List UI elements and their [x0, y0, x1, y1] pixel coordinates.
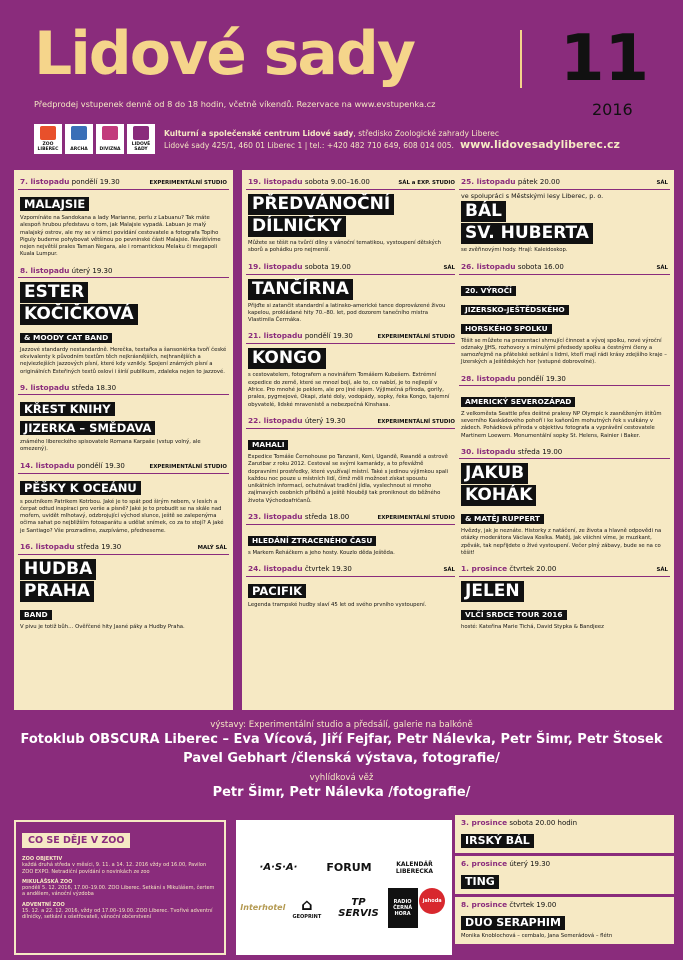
event-irsky-bal: 3. prosince sobota 20.00 hodin IRSKÝ BÁL: [455, 815, 674, 853]
event-title: 20. VÝROČÍ: [461, 286, 516, 296]
event-jelen: 1. prosince čtvrtek 20.00 SÁL JELEN VLČÍ SRDCE TOUR 2016 hosté: Kateřina Marie Tichá, David Stypka & Bandjeez: [459, 563, 670, 637]
event-desc: Z velkoměsta Seattle přes deštné pralesy NP Olympic k zasněženým štítům severního Kaskádového pohoří i ke kaňonům mohutných řek s vulkány v zádech. Pohádková příroda v objektivu fotografa a vyprávění cestovatele Martinem Loewem. Monumentální sopky St. Helens, Rainier i Baker.: [461, 410, 662, 439]
forum-logo-icon: FORUM: [326, 861, 372, 874]
column-2: [242, 170, 461, 710]
event-kongo: 21. listopadu pondělí 19.30 EXPERIMENTÁLNÍ STUDIO KONGO s cestovatelem, fotografem a novinářem Tomášem Kubešem. Extrémní expedice do země, které se mnozí bojí, ale to, co nabízí, je to nejlepší v Africe. Pro mnohé je peklem, ale pro jiné rájem. Výjimečná příroda, gorily, prales, pygmejové, Okapi, zlaté doly, vodopády, sopky, řeka Kongo, tajemní obyvatelé, lidské mravenistě a nebezpečná Kinshasa.: [246, 330, 457, 414]
event-hledani: 23. listopadu středa 18.00 EXPERIMENTÁLNÍ STUDIO HLEDÁNÍ ZTRACENÉHO ČASU s Markem Řeháčkem a jeho hosty. Kouzlo děda Ještěda.: [246, 511, 457, 563]
event-desc: Expedice Tomáše Černohouse po Tanzanii, Keni, Ugandě, Rwandě a ostrově Zanzibar z roku 2012. Cestoval se svými kamarády, a to převážně dopravními prostředky, které využívají místní. Také s jedinou výjimkou spali každou noc pouze u místních lidí, čímž měli možnost získat spoustu unikátních informací, ochutnávat tradiční jídla, vyslechnout si mnoho zajímavých osobních příběhů a ještě hlouběji tak proniknout do běžného života Východoafričanů.: [248, 453, 449, 504]
event-title: MAHALI: [248, 440, 288, 450]
event-title: TANČÍRNA: [248, 279, 353, 300]
event-mahali: 22. listopadu úterý 19.30 EXPERIMENTÁLNÍ STUDIO MAHALI Expedice Tomáše Černohouse po Tanzanii, Keni, Ugandě, Rwandě a ostrově Zanzibar z roku 2012. Cestoval se svými kamarády, a to převážně dopravními prostředky, které využívají místní. Také s jedinou výjimkou spali každou noc pouze u místních lidí, čímž měli možnost získat spoustu unikátních informací, ochutnávat tradiční jídla, vyslechnout si mnoho zajímavých osobních příběhů a ještě hlouběji tak proniknout do běžného života Východoafričanů.: [246, 415, 457, 511]
zoo-heading: CO SE DĚJE V ZOO: [22, 833, 130, 848]
exhibition-line: Petr Šimr, Petr Nálevka /fotografie/: [212, 785, 471, 800]
event-desc: V pivu je totiž bůh… Ověřčené hity Jasné páky a Hudby Praha.: [20, 624, 185, 631]
event-subtitle: VLČÍ SRDCE TOUR 2016: [461, 610, 567, 620]
event-subtitle: BAND: [20, 610, 52, 620]
zoo-item: ADVENTNÍ ZOO 15. 12. a 22. 12. 2016, vždy od 17.00–19.00. ZOO Liberec. Tvořivé adventní dílničky, setkání s ošetřovateli, vánoční občerstvení: [22, 901, 213, 921]
event-subline: ve spolupráci s Městskými lesy Liberec, p. o.: [461, 192, 604, 200]
event-predvanocni: 19. listopadu sobota 9.00–16.00 SÁL a EXP. STUDIO PŘEDVÁNOČNÍ DÍLNIČKY Můžete se těšit na tvůrčí dílny s vánoční tematikou, vystoupení dětských sborů a pohádku pro nejmenší.: [246, 176, 457, 261]
jahoda-logo-icon: jahoda: [419, 888, 445, 914]
event-kohak: 30. listopadu středa 19.00 JAKUB KOHÁK & MATĚJ RUPPERT Hvězdy, jak je neznáte. Historky z natáčení, ze života a hlavně odpovědi na otázky moderátora Václava Kosíka. Matěj, jak všichni víme, je muzikant, zpěvák, tak nepřijdete o živé vystoupení. Večer plný zábavy, bude se na co těšit!: [459, 446, 670, 563]
event-title: PRAHA: [20, 581, 94, 602]
zoo-box: [14, 820, 226, 955]
event-desc: Jazzové standardy nestandardně. Herečka, textařka a šansoniérka tvoří české ekvivalenty k původním textům těch nejkrásnějších, nejhranějších a nejviezlejších jazzových písní, které kdy vznikly. Spojení známých písní a originálních Esteřiných textů osloví i širší publikum, zdaleka nejen to jazzové.: [20, 346, 227, 375]
event-title: JELEN: [461, 581, 524, 602]
event-title: TING: [461, 875, 499, 889]
event-ting: 6. prosince úterý 19.30 TING: [455, 856, 674, 894]
event-desc: s cestovatelem, fotografem a novinářem Tomášem Kubešem. Extrémní expedice do země, které se mnozí bojí, ale to, co nabízí, je to nejlepší v Africe. Pro mnohé je peklem, ale pro jiné rájem. Výjimečná příroda, gorily, prales, pygmejové, Okapi, zlaté doly, vodopády, sopky, řeka Kongo, tajemní obyvatelé, lidské mravenistě a nebezpečná Kinshasa.: [248, 372, 450, 408]
tp-servis-logo-icon: TP SERVIS: [338, 896, 379, 919]
event-vyroci: 26. listopadu sobota 16.00 SÁL 20. VÝROČÍ JIZERSKO-JEŠTĚDSKÉHO HORSKÉHO SPOLKU Těšit se můžete na prezentaci shrnující činnost a vývoj spolku, nové výroční odznaky JJHS, rozhovory s minulými předsedy spolku a čestnými členy a samozřejmě na přátelské setkání s lidmi, kteří mají rádi krásy zdejšího kraje – Jizerských a Ještědských hor (vstupné dobrovolné).: [459, 261, 670, 373]
event-title: JIZERKA – SMĚDAVA: [20, 421, 155, 435]
event-title: PACIFIK: [248, 584, 306, 598]
year: 2016: [592, 100, 633, 119]
event-desc: Můžete se těšit na tvůrčí dílny s vánoční tematikou, vystoupení dětských sborů a pohádku pro nejmenší.: [248, 240, 442, 254]
event-title: PŘEDVÁNOČNÍ: [248, 194, 394, 215]
presale-info: Předprodej vstupenek denně od 8 do 18 hodin, včetně víkendů. Rezervace na www.evstupenka.cz: [34, 99, 436, 109]
event-title: MALAJSIE: [20, 197, 89, 211]
radio-logo-icon: RADIO ČERNÁ HORA: [388, 888, 418, 928]
event-desc: Vzpomínáte na Sandokana a lady Marianne, perlu z Labuanu? Tak máte alespoň hrubou představu o tom, jak Malajsie vypadá. Labuan je malý malajský ostrov, ale my se v rámci povídání cestovatele a fotografa Topiho Piguly budeme pohybovat většinou po pevninské části Malajsie. Navštívíme nejen největší prales Taman Negara, ale i romantickou Melaku či megapoli Kuala Lumpur.: [20, 215, 221, 258]
event-desc: hosté: Kateřina Marie Tichá, David Stypka & Bandjeez: [461, 624, 604, 631]
event-subtitle: & MATĚJ RUPPERT: [461, 514, 544, 524]
event-desc: Legenda trampské hudby slaví 45 let od svého prvního vystoupení.: [248, 602, 427, 609]
event-desc: Hvězdy, jak je neznáte. Historky z natáčení, ze života a hlavně odpovědi na otázky moderátora Václava Kosíka. Matěj, jak všichni víme, je muzikant, zpěvák, tak nepřijdete o živé vystoupení. Večer plný zábavy, bude se na co těšit!: [461, 527, 662, 556]
event-title: DUO SERAPHIM: [461, 916, 565, 930]
header: [0, 0, 683, 167]
event-title: SV. HUBERTA: [461, 223, 593, 244]
event-severozapad: 28. listopadu pondělí 19.30 AMERICKÝ SEVEROZÁPAD Z velkoměsta Seattle přes deštné pralesy NP Olympic k zasněženým štítům severního Kaskádového pohoří i ke kaňonům mohutných řek s vulkány v zádech. Pohádková příroda v objektivu fotografa a vyprávění cestovatele Martinem Loewem. Monumentální sopky St. Helens, Rainier i Baker.: [459, 373, 670, 446]
hotel-logo-icon: Interhotel: [240, 903, 286, 912]
december-events: [455, 815, 674, 955]
tower-label: vyhlídková věž: [309, 773, 374, 783]
event-hudba-praha: 16. listopadu středa 19.30 MALÝ SÁL HUDBA PRAHA BAND V pivu je totiž bůh… Ověřčené hity Jasné páky a Hudby Praha.: [18, 541, 229, 637]
event-desc: s Markem Řeháčkem a jeho hosty. Kouzlo děda Ještěda.: [248, 550, 395, 557]
event-pacifik: 24. listopadu čtvrtek 19.30 SÁL PACIFIK Legenda trampské hudby slaví 45 let od svého prvního vystoupení.: [246, 563, 457, 615]
event-title: HUDBA: [20, 559, 96, 580]
exhibitions: [0, 715, 683, 815]
event-bal-huberta: 25. listopadu pátek 20.00 SÁL ve spolupráci s Městskými lesy Liberec, p. o. BÁL SV. HUBERTA se zvěřinovými hody. Hrají: Kaleidoskop.: [459, 176, 670, 261]
zoo-item: ZOO OBJEKTIV každá druhá středa v měsíci, 9. 11. a 14. 12. 2016 vždy od 16.00, Pavilon ZOO EXPO. Netradiční povídání o novinkách ze zoo: [22, 856, 207, 875]
event-title: ESTER: [20, 282, 88, 303]
event-title: KOČIČKOVÁ: [20, 304, 138, 325]
event-title: HLEDÁNÍ ZTRACENÉHO ČASU: [248, 536, 376, 546]
column-3: [455, 170, 674, 710]
event-tancirna: 19. listopadu sobota 19.00 SÁL TANČÍRNA Přijďte si zatančit standardní a latinsko-americké tance doprovázené živou kapelou, prokládané hity 70.–80. let, pod dozorem tanečního mistra Vlastimila Čermáka.: [246, 261, 457, 331]
event-title: KONGO: [248, 348, 326, 369]
event-title: BÁL: [461, 201, 506, 222]
event-desc: Monika Knoblochová – cembalo, Jana Semerádová – flétn: [461, 933, 613, 939]
column-1: [14, 170, 233, 710]
kalendar-logo-icon: KALENDÁŘ LIBERECKA: [395, 860, 434, 875]
event-title: JAKUB: [461, 463, 528, 484]
event-malajsie: 7. listopadu pondělí 19.30 EXPERIMENTÁLNÍ STUDIO MALAJSIE Vzpomínáte na Sandokana a lady Marianne, perlu z Labuanu? Tak máte alespoň hrubou představu o tom, jak Malajsie vypadá. Labuan je malý malajský ostrov, ale my se v rámci povídání cestovatele a fotografa Topiho Piguly budeme pohybovat většinou po pevninské části Malajsie. Navštívíme nejen největší prales Taman Negara, ale i romantickou Melaku či megapoli Kuala Lumpur.: [18, 176, 229, 265]
divizna-logo-icon: DIVIZNA: [96, 124, 124, 154]
event-title: JIZERSKO-JEŠTĚDSKÉHO: [461, 305, 569, 315]
event-title: AMERICKÝ SEVEROZÁPAD: [461, 397, 575, 407]
divider: [520, 30, 522, 88]
sponsors: [236, 820, 452, 955]
event-subtitle: & MOODY CAT BAND: [20, 333, 112, 343]
event-desc: známého libereckého spisovatele Romana Karpaše (vstup volný, ale omezený).: [20, 438, 201, 453]
month-number: 11: [560, 22, 650, 96]
event-title: DÍLNIČKY: [248, 216, 346, 237]
event-krest-knihy: 9. listopadu středa 18.30 KŘEST KNIHY JIZERKA – SMĚDAVA známého libereckého spisovatele Romana Karpaše (vstup volný, ale omezený).: [18, 382, 229, 460]
zoo-item: MIKULÁŠSKÁ ZOO pondělí 5. 12. 2016, 17.00–19.00. ZOO Liberec. Setkání s Mikulášem, čertem a andělem, vánoční výzdoba: [22, 878, 215, 898]
archa-logo-icon: ARCHA: [65, 124, 93, 154]
event-title: PĚŠKY K OCEÁNU: [20, 481, 141, 495]
event-desc: Přijďte si zatančit standardní a latinsko-americké tance doprovázené živou kapelou, prokládané hity 70.–80. let, pod dozorem tanečního mistra Vlastimila Čermáka.: [248, 302, 446, 324]
exhibitions-label: výstavy: Experimentální studio a předsálí, galerie na balkóně: [210, 720, 473, 730]
event-title: KOHÁK: [461, 485, 536, 506]
event-title: KŘEST KNIHY: [20, 402, 115, 416]
page-title: Lidové sady: [34, 19, 414, 89]
event-pesky: 14. listopadu pondělí 19.30 EXPERIMENTÁLNÍ STUDIO PĚŠKY K OCEÁNU s poutníkem Patrikem Kotrbou. Jaké je to spát pod širým nebem, v lesích a čerpat odtud inspiraci pro verše a písně? Jaké je to probudit se na skále nad mořem, uvidět mlhotavý, odzbrojující východ slunce, ještě se zalepenýma očima sahat po nejbližším fotoaparátu a udělat snímek, co za to stojí? A jaké je Santiago? Vše prozradíme, zazpíváme, předneseme.: [18, 460, 229, 541]
partner-logos: [34, 124, 155, 154]
event-desc: Těšit se můžete na prezentaci shrnující činnost a vývoj spolku, nové výroční odznaky JJHS, rozhovory s minulými předsedy spolku a čestnými členy a samozřejmě na přátelské setkání s lidmi, kteří mají rádi krásy zdejšího kraje – Jizerských a Ještědských hor (vstupné dobrovolné).: [461, 337, 667, 366]
exhibition-line: Pavel Gebhart /členská výstava, fotografie/: [183, 751, 500, 766]
event-desc: s poutníkem Patrikem Kotrbou. Jaké je to spát pod širým nebem, v lesích a čerpat odtud inspiraci pro verše a písně? Jaké je to probudit se na skále nad mořem, uvidět mlhotavý, odzbrojující východ slunce, ještě se zalepenýma očima sahat po nejbližším fotoaparátu a udělat snímek, co za to stojí? A jaké je Santiago? Vše prozradíme, zazpíváme, předneseme.: [20, 498, 224, 534]
event-title: IRSKÝ BÁL: [461, 834, 534, 848]
zoo-logo-icon: ZOO LIBEREC: [34, 124, 62, 154]
geoprint-logo-icon: ⌂ GEOPRINT: [292, 895, 322, 920]
lidove-sady-logo-icon: LIDOVÉ SADY: [127, 124, 155, 154]
event-title: HORSKÉHO SPOLKU: [461, 324, 552, 334]
exhibition-line: Fotoklub OBSCURA Liberec – Eva Vícová, Jiří Fejfar, Petr Nálevka, Petr Šimr, Petr Štosek: [20, 732, 663, 747]
event-ester: 8. listopadu úterý 19.30 ESTER KOČIČKOVÁ & MOODY CAT BAND Jazzové standardy nestandardně. Herečka, textařka a šansoniérka tvoří české ekvivalenty k původním textům těch nejkrásnějších, nejhranějších a nejviezlejších jazzových písní, které kdy vznikly. Spojení známých písní a originálních Esteřiných textů osloví i širší publikum, zdaleka nejen to jazzové.: [18, 265, 229, 382]
website-link[interactable]: www.lidovesadyliberec.cz: [460, 138, 620, 151]
event-duo-seraphim: 8. prosince čtvrtek 19.00 DUO SERAPHIM Monika Knoblochová – cembalo, Jana Semerádová – flétn: [455, 897, 674, 944]
event-desc: se zvěřinovými hody. Hrají: Kaleidoskop.: [461, 247, 568, 254]
center-info: Kulturní a společenské centrum Lidové sady, středisko Zoologické zahrady Liberec Lidové sady 425/1, 460 01 Liberec 1 | tel.: +420 482 710 649, 608 014 005.: [164, 129, 499, 150]
asa-logo-icon: ·A·S·A·: [259, 862, 298, 873]
